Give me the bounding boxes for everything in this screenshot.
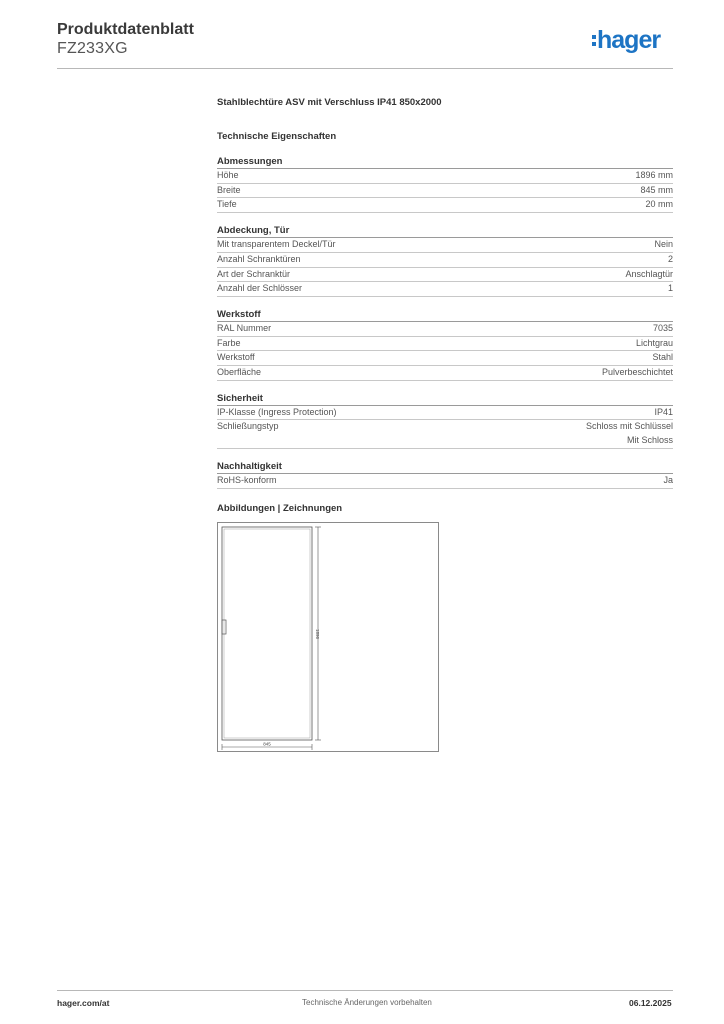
- section-dimensions: [217, 155, 673, 213]
- footer-website: hager.com/at: [57, 998, 110, 1008]
- header-divider: [57, 68, 673, 69]
- spec-row: [217, 268, 673, 283]
- spec-value: Nein: [654, 239, 673, 250]
- footer-date: 06.12.2025: [629, 998, 672, 1008]
- spec-row: [217, 366, 673, 381]
- section-title: Sicherheit: [217, 392, 673, 406]
- spec-value: Lichtgrau: [635, 337, 673, 348]
- spec-label: RoHS-konform: [217, 474, 277, 485]
- spec-label: Schließungstyp: [217, 421, 279, 432]
- spec-value-line: Schloss mit Schlüssel: [585, 421, 673, 432]
- spec-row: [217, 474, 673, 489]
- spec-row: [217, 406, 673, 421]
- section-cover-door: [217, 224, 673, 297]
- product-code: FZ233XG: [57, 40, 128, 57]
- spec-label: Anzahl Schranktüren: [217, 253, 301, 264]
- technical-drawing: [217, 522, 439, 752]
- section-sustainability: [217, 460, 673, 489]
- product-name: Stahlblechtüre ASV mit Verschluss IP41 850x2000: [217, 97, 442, 108]
- spec-row: [217, 351, 673, 366]
- spec-row: [217, 322, 673, 337]
- document-title: Produktdatenblatt: [57, 21, 194, 38]
- spec-value: Stahl: [652, 352, 673, 363]
- section-material: [217, 308, 673, 381]
- section-title: Abdeckung, Tür: [217, 224, 673, 238]
- door-inner-outline: [224, 529, 310, 738]
- height-dimension-label: 1896: [315, 628, 320, 640]
- spec-label: Mit transparentem Deckel/Tür: [217, 239, 336, 250]
- spec-label: Art der Schranktür: [217, 268, 291, 279]
- spec-row: [217, 238, 673, 253]
- spec-row: [217, 282, 673, 297]
- spec-label: Anzahl der Schlösser: [217, 283, 303, 294]
- spec-table: [217, 155, 673, 500]
- section-title: Abmessungen: [217, 155, 673, 169]
- tech-properties-heading: Technische Eigenschaften: [217, 131, 337, 142]
- spec-value: 7035: [652, 322, 673, 333]
- spec-row: [217, 337, 673, 352]
- hager-logo: [592, 28, 660, 53]
- footer-disclaimer: Technische Änderungen vorbehalten: [302, 998, 432, 1007]
- door-outline: [222, 527, 312, 740]
- spec-value: 20 mm: [645, 199, 673, 210]
- spec-label: Breite: [217, 184, 241, 195]
- spec-value: 2: [667, 253, 673, 264]
- spec-value: 1: [667, 283, 673, 294]
- spec-value: Ja: [663, 474, 673, 485]
- spec-value: 1896 mm: [635, 170, 673, 180]
- spec-label: RAL Nummer: [217, 322, 272, 333]
- spec-value-multi: [586, 420, 673, 447]
- door-drawing: [218, 523, 438, 751]
- spec-label: Höhe: [217, 170, 239, 180]
- spec-row: [217, 184, 673, 199]
- section-title: Nachhaltigkeit: [217, 460, 673, 474]
- spec-label: Farbe: [217, 337, 241, 348]
- spec-row: [217, 420, 673, 448]
- spec-row: [217, 169, 673, 184]
- spec-value: IP41: [654, 406, 673, 417]
- spec-row: [217, 253, 673, 268]
- logo-wordmark: hager: [597, 26, 661, 54]
- spec-row: [217, 198, 673, 213]
- logo-dots-icon: [592, 35, 596, 46]
- footer-divider: [57, 990, 673, 991]
- width-dimension-label: 845: [263, 741, 271, 747]
- spec-value: Anschlagtür: [625, 268, 673, 279]
- drawings-heading: Abbildungen | Zeichnungen: [217, 503, 343, 514]
- section-title: Werkstoff: [217, 308, 673, 322]
- spec-value: 845 mm: [640, 184, 673, 195]
- spec-label: IP-Klasse (Ingress Protection): [217, 406, 337, 417]
- spec-label: Oberfläche: [217, 367, 262, 378]
- spec-value-line: Mit Schloss: [626, 435, 673, 446]
- spec-label: Werkstoff: [217, 352, 255, 363]
- spec-label: Tiefe: [217, 199, 237, 210]
- spec-value: Pulverbeschichtet: [601, 367, 673, 378]
- section-security: [217, 392, 673, 449]
